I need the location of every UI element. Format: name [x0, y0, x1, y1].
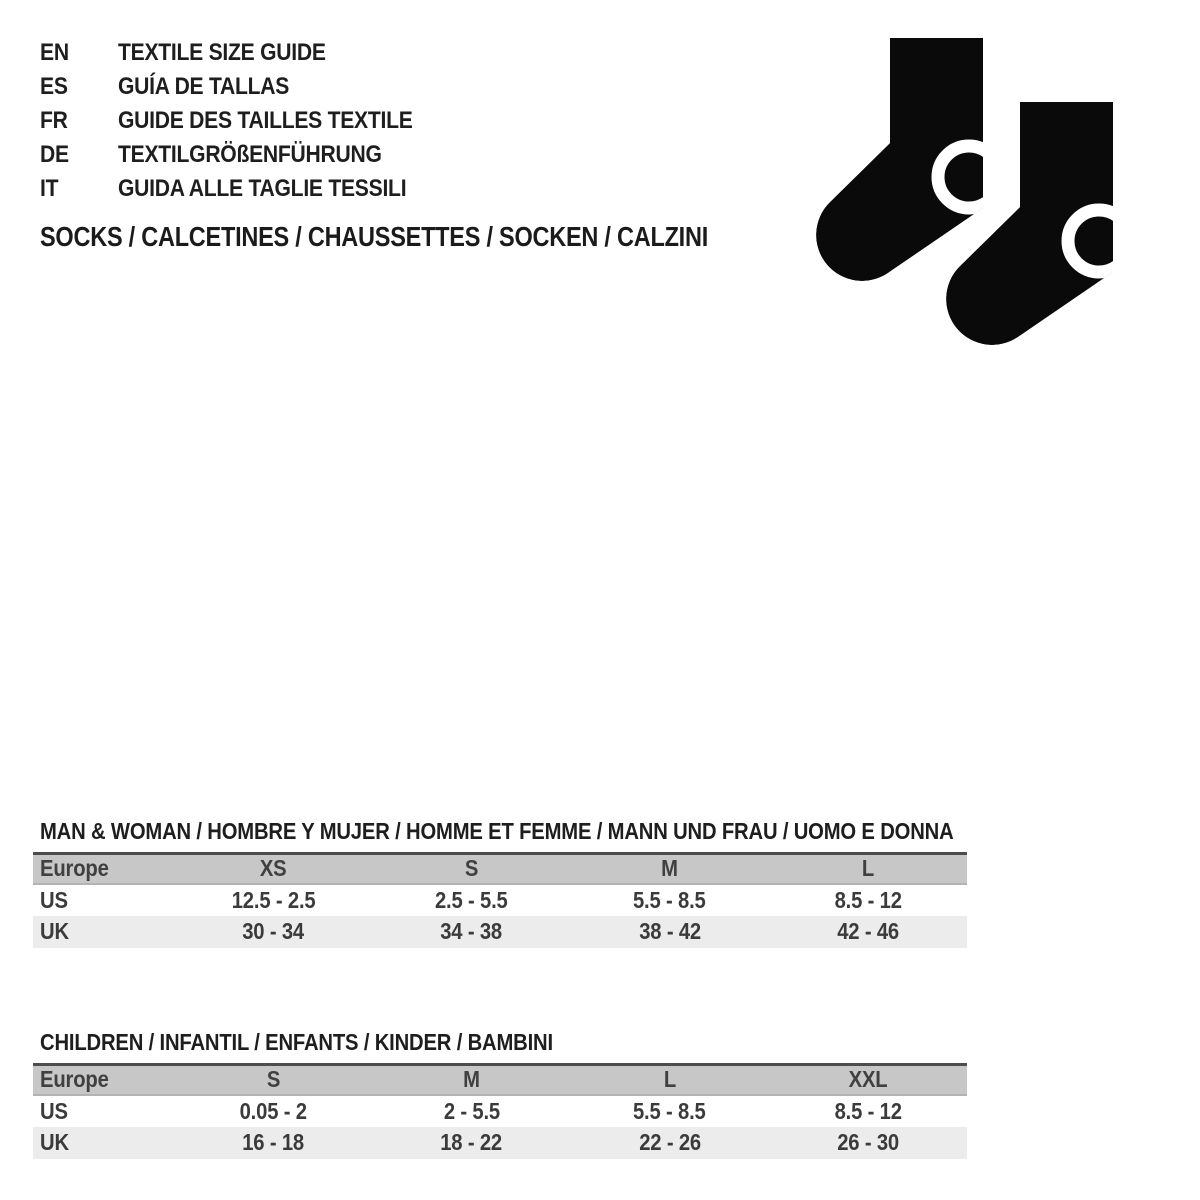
size-cell: 26 - 30	[836, 1129, 899, 1155]
row-label: UK	[40, 918, 69, 944]
table-row-uk	[33, 916, 967, 948]
col-header-size: S	[464, 855, 479, 882]
lang-code: IT	[40, 175, 59, 202]
row-label: US	[40, 1097, 68, 1124]
table-title-man-woman: MAN & WOMAN / HOMBRE Y MUJER / HOMME ET FEMME / MANN UND FRAU / UOMO E DONNA	[40, 818, 954, 844]
size-cell: 30 - 34	[242, 918, 305, 944]
col-header-size: S	[266, 1066, 280, 1093]
lang-code: ES	[40, 73, 68, 100]
size-cell: 18 - 22	[440, 1129, 503, 1155]
lang-label: TEXTILGRÖßENFÜHRUNG	[118, 141, 382, 168]
lang-row-it	[40, 172, 453, 206]
col-header-size: XXL	[848, 1066, 888, 1093]
lang-row-de	[40, 138, 453, 172]
col-header-size: L	[663, 1066, 676, 1093]
size-cell: 5.5 - 8.5	[633, 1097, 706, 1124]
lang-row-fr	[40, 104, 453, 138]
size-cell: 34 - 38	[440, 918, 503, 944]
size-cell: 22 - 26	[638, 1129, 701, 1155]
category-line: SOCKS / CALCETINES / CHAUSSETTES / SOCKEN / CALZINI	[40, 221, 708, 252]
size-cell: 0.05 - 2	[239, 1097, 307, 1124]
size-cell: 2.5 - 5.5	[435, 886, 508, 913]
lang-label: GUIDA ALLE TAGLIE TESSILI	[118, 175, 407, 202]
socks-icon	[810, 30, 1155, 360]
col-header-region: Europe	[40, 855, 109, 882]
size-table-man-woman	[33, 852, 967, 948]
size-cell: 8.5 - 12	[834, 886, 902, 913]
lang-row-en	[40, 36, 453, 70]
lang-label: GUIDE DES TAILLES TEXTILE	[118, 107, 413, 134]
size-cell: 12.5 - 2.5	[231, 886, 316, 913]
col-header-size: L	[861, 855, 874, 882]
lang-code: FR	[40, 107, 68, 134]
size-cell: 2 - 5.5	[443, 1097, 500, 1124]
col-header-size: M	[661, 855, 678, 882]
sock-left	[816, 38, 1000, 281]
row-label: UK	[40, 1129, 69, 1155]
table-title-children: CHILDREN / INFANTIL / ENFANTS / KINDER / BAMBINI	[40, 1029, 553, 1055]
col-header-size: XS	[259, 855, 287, 882]
table-header-row	[33, 854, 967, 884]
lang-code: EN	[40, 39, 69, 66]
size-cell: 16 - 18	[242, 1129, 305, 1155]
size-cell: 5.5 - 8.5	[633, 886, 706, 913]
section-children	[33, 1031, 967, 1159]
table-row-uk	[33, 1127, 967, 1159]
lang-code: DE	[40, 141, 69, 168]
lang-label: GUÍA DE TALLAS	[118, 73, 290, 100]
table-row-us	[33, 884, 967, 916]
size-cell: 8.5 - 12	[834, 1097, 902, 1124]
lang-row-es	[40, 70, 453, 104]
size-table-children	[33, 1063, 967, 1159]
section-man-woman	[33, 820, 967, 948]
size-cell: 42 - 46	[836, 918, 899, 944]
col-header-region: Europe	[40, 1066, 109, 1093]
col-header-size: M	[463, 1066, 480, 1093]
table-header-row	[33, 1065, 967, 1095]
lang-label: TEXTILE SIZE GUIDE	[118, 39, 326, 66]
size-cell: 38 - 42	[638, 918, 701, 944]
language-guide-list	[40, 36, 453, 206]
table-row-us	[33, 1095, 967, 1127]
row-label: US	[40, 886, 68, 913]
